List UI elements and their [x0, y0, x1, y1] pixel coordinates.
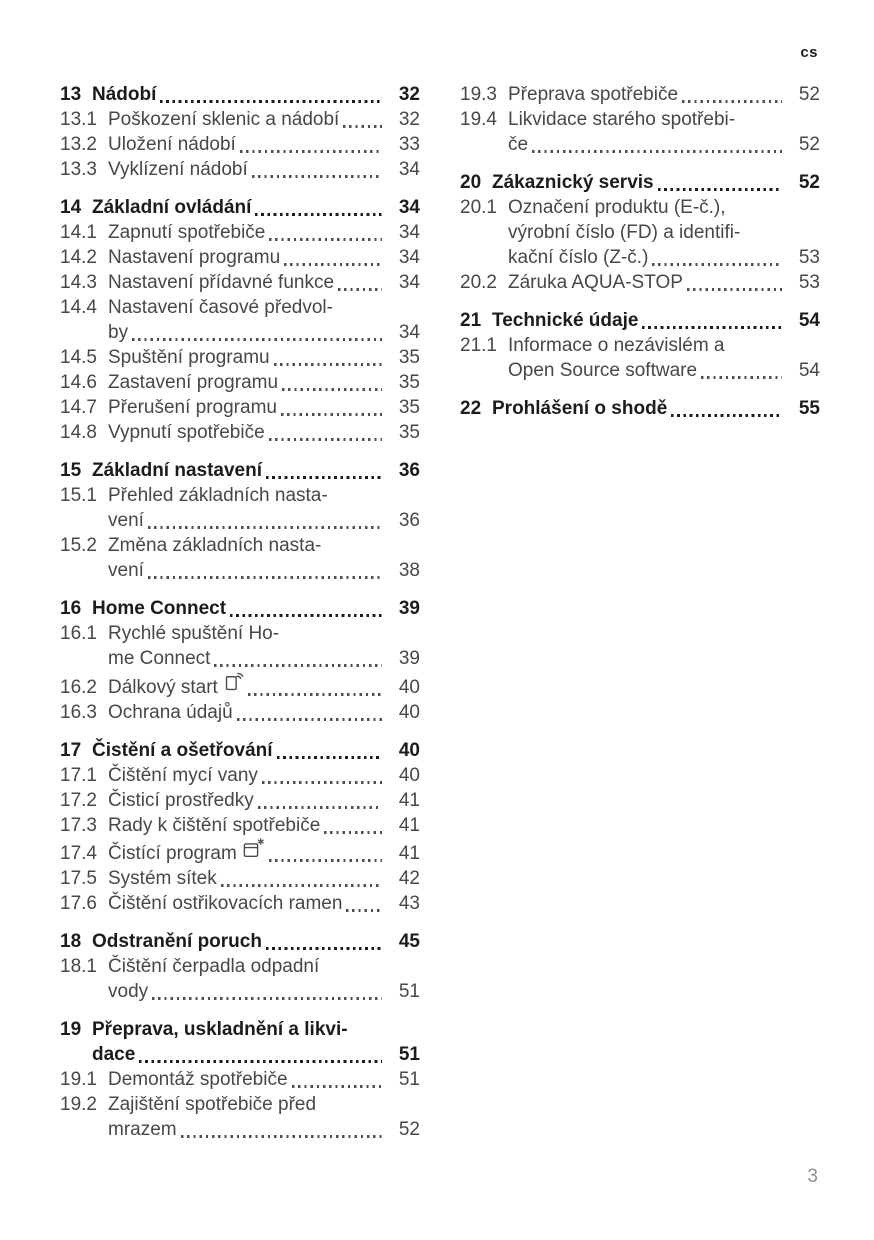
toc-entry-title: Likvidace starého spotřebi-: [508, 109, 736, 130]
toc-entry: [60, 270, 420, 295]
toc-entry-title: Systém sítek: [108, 868, 217, 889]
toc-line: [60, 954, 420, 979]
toc-page-number: 42: [398, 868, 420, 889]
dot-leader: [687, 288, 782, 290]
dot-leader: [642, 326, 782, 329]
toc-page-number: 52: [798, 134, 820, 155]
toc-line: [460, 170, 820, 195]
toc-entry-title: Dálkový start: [108, 677, 218, 698]
toc-entry: [460, 82, 820, 107]
dot-leader: [237, 718, 382, 720]
toc-line: [60, 671, 420, 700]
toc-line: [60, 82, 420, 107]
dot-leader: [292, 1085, 382, 1087]
toc-column-left: [60, 82, 420, 1142]
toc-entry-number: 19: [60, 1019, 82, 1040]
dot-leader: [284, 263, 382, 265]
toc-entry-number: 14.7: [60, 397, 97, 418]
toc-entry-title: Rychlé spuštění Ho-: [108, 623, 280, 644]
toc-entry-title: Čisticí prostředky: [108, 790, 254, 811]
toc-entry: [60, 954, 420, 1004]
toc-entry-title: Přerušení programu: [108, 397, 277, 418]
toc-page-number: 40: [398, 677, 420, 698]
toc-page-number: 41: [398, 815, 420, 836]
dot-leader: [671, 414, 782, 417]
toc-entry: [60, 195, 420, 220]
toc-entry-title: Změna základních nasta-: [108, 535, 322, 556]
toc-page-number: 34: [398, 272, 420, 293]
toc-entry: [60, 82, 420, 107]
toc-entry-number: 17.1: [60, 765, 97, 786]
toc-entry: [460, 107, 820, 157]
toc-entry-title: če: [508, 134, 529, 155]
dot-leader: [255, 213, 382, 216]
toc-page-number: 34: [398, 322, 420, 343]
toc-entry-number: 18: [60, 931, 82, 952]
toc-line: [60, 838, 420, 866]
toc-entry: [60, 621, 420, 671]
toc-entry: [460, 396, 820, 421]
toc-page-number: 40: [398, 765, 420, 786]
dot-leader: [139, 1060, 382, 1063]
toc-line: [60, 320, 420, 345]
toc-entry: [60, 220, 420, 245]
toc-page-number: 53: [798, 247, 820, 268]
toc-page-number: 52: [798, 84, 820, 105]
toc-line: [460, 270, 820, 295]
toc-entry-number: 14.5: [60, 347, 97, 368]
toc-entry-title: Ochrana údajů: [108, 702, 233, 723]
toc-entry-title: Přehled základních nasta-: [108, 485, 328, 506]
toc-page-number: 35: [398, 372, 420, 393]
toc-entry-title: Nádobí: [92, 84, 157, 105]
toc-entry: [60, 763, 420, 788]
toc-entry-number: 18.1: [60, 956, 97, 977]
toc-entry: [460, 195, 820, 270]
toc-page-number: 32: [398, 84, 420, 105]
toc-entry-number: 20: [460, 172, 482, 193]
toc-entry-number: 13.2: [60, 134, 97, 155]
toc-entry: [60, 345, 420, 370]
dot-leader: [652, 263, 782, 265]
toc-entry-number: 17.6: [60, 893, 97, 914]
toc-page-number: 43: [398, 893, 420, 914]
toc-entry: [60, 1067, 420, 1092]
toc-entry-number: 21: [460, 310, 482, 331]
dot-leader: [258, 806, 382, 808]
toc-page-number: 38: [398, 560, 420, 581]
toc-entry-number: 15.1: [60, 485, 97, 506]
dot-leader: [214, 664, 382, 666]
toc-entry-number: 14: [60, 197, 82, 218]
toc-entry-title: Spuštění programu: [108, 347, 270, 368]
dot-leader: [240, 150, 382, 152]
dot-leader: [343, 125, 382, 127]
toc-entry-title: Nastavení časové předvol-: [108, 297, 333, 318]
toc-line: [60, 420, 420, 445]
toc-entry-number: 14.6: [60, 372, 97, 393]
toc-entry-title: Čistění a ošetřování: [92, 740, 273, 761]
toc-entry: [460, 270, 820, 295]
toc-line: [60, 763, 420, 788]
dot-leader: [282, 388, 382, 390]
toc-entry: [60, 838, 420, 866]
toc-page-number: 51: [398, 1044, 420, 1065]
toc-entry-title: Základní nastavení: [92, 460, 263, 481]
toc-entry-title: Demontáž spotřebiče: [108, 1069, 288, 1090]
toc-entry-title: kační číslo (Z-č.): [508, 247, 649, 268]
dot-leader: [338, 288, 382, 290]
toc-entry-title: by: [108, 322, 129, 343]
dot-leader: [324, 831, 382, 833]
toc-entry: [60, 395, 420, 420]
toc-page-number: 39: [398, 598, 420, 619]
dot-leader: [658, 188, 782, 191]
toc-entry-number: 17.2: [60, 790, 97, 811]
toc-entry-title: Čištění mycí vany: [108, 765, 258, 786]
toc-entry: [460, 308, 820, 333]
toc-entry: [60, 1017, 420, 1067]
toc-entry-number: 19.4: [460, 109, 497, 130]
toc-page-number: 51: [398, 1069, 420, 1090]
toc-entry: [60, 788, 420, 813]
toc-entry-title: Přeprava, uskladnění a likvi-: [92, 1019, 348, 1040]
dot-leader: [532, 150, 782, 152]
toc-entry-title: Zákaznický servis: [492, 172, 654, 193]
toc-entry-title: Nastavení programu: [108, 247, 281, 268]
toc-entry-number: 13.3: [60, 159, 97, 180]
toc-line: [60, 533, 420, 558]
dot-leader: [262, 781, 382, 783]
toc-page-number: 52: [798, 172, 820, 193]
toc-entry-title: vení: [108, 560, 144, 581]
toc-line: [60, 157, 420, 182]
toc-entry-title: Rady k čištění spotřebiče: [108, 815, 321, 836]
toc-entry-number: 19.3: [460, 84, 497, 105]
toc-entry-number: 17.5: [60, 868, 97, 889]
toc-page-number: 35: [398, 422, 420, 443]
toc-page-number: 34: [398, 247, 420, 268]
toc-page-number: 32: [398, 109, 420, 130]
toc-line: [60, 813, 420, 838]
toc-line: [60, 295, 420, 320]
toc-entry-number: 14.8: [60, 422, 97, 443]
toc-entry-number: 22: [460, 398, 482, 419]
dot-leader: [269, 438, 382, 440]
toc-line: [60, 395, 420, 420]
toc-line: [60, 508, 420, 533]
toc-line: [60, 1067, 420, 1092]
dot-leader: [248, 693, 382, 695]
toc-entry: [60, 1092, 420, 1142]
toc-page-number: 34: [398, 159, 420, 180]
toc-entry: [60, 370, 420, 395]
dot-leader: [230, 614, 382, 617]
dot-leader: [160, 100, 382, 103]
dot-leader: [148, 576, 382, 578]
toc-entry-title: vení: [108, 510, 144, 531]
machine-care-icon: [242, 838, 265, 866]
toc-entry-number: 16: [60, 598, 82, 619]
toc-line: [60, 195, 420, 220]
dot-leader: [682, 100, 782, 102]
toc-page-number: 36: [398, 510, 420, 531]
toc-line: [460, 396, 820, 421]
toc-page-number: 55: [798, 398, 820, 419]
toc-line: [60, 1017, 420, 1042]
toc-entry-number: 16.3: [60, 702, 97, 723]
toc-entry-number: 13: [60, 84, 82, 105]
toc-entry-title: Zastavení programu: [108, 372, 279, 393]
toc-entry-title: Technické údaje: [492, 310, 639, 331]
toc-entry-number: 15.2: [60, 535, 97, 556]
toc-line: [60, 107, 420, 132]
toc-entry-title: výrobní číslo (FD) a identifi-: [508, 222, 741, 243]
dot-leader: [346, 909, 382, 911]
toc-line: [60, 245, 420, 270]
toc-line: [60, 220, 420, 245]
toc-entry-title: Uložení nádobí: [108, 134, 236, 155]
toc-entry-number: 17: [60, 740, 82, 761]
toc-entry: [460, 170, 820, 195]
toc-line: [60, 891, 420, 916]
toc-entry: [60, 107, 420, 132]
dot-leader: [252, 175, 382, 177]
dot-leader: [181, 1135, 382, 1137]
toc-entry-title: Čištění čerpadla odpadní: [108, 956, 320, 977]
page-number: 3: [807, 1166, 818, 1187]
toc-entry-number: 20.2: [460, 272, 497, 293]
toc-entry: [60, 671, 420, 700]
toc-line: [60, 458, 420, 483]
toc-line: [60, 270, 420, 295]
toc-entry-title: Home Connect: [92, 598, 227, 619]
toc-column-right: [460, 82, 820, 1142]
toc-line: [60, 979, 420, 1004]
toc-line: [460, 333, 820, 358]
toc-entry-title: mrazem: [108, 1119, 177, 1140]
toc-entry: [60, 157, 420, 182]
toc-line: [460, 358, 820, 383]
dot-leader: [266, 476, 382, 479]
toc-entry-number: 14.1: [60, 222, 97, 243]
toc-line: [60, 929, 420, 954]
toc-entry: [60, 533, 420, 583]
toc-line: [60, 788, 420, 813]
toc-entry-title: Vyklízení nádobí: [108, 159, 248, 180]
toc-entry-number: 19.2: [60, 1094, 97, 1115]
toc-page-number: 45: [398, 931, 420, 952]
toc-line: [60, 1042, 420, 1067]
toc-line: [60, 370, 420, 395]
toc-entry-number: 14.2: [60, 247, 97, 268]
toc-line: [60, 866, 420, 891]
toc-line: [460, 220, 820, 245]
toc-entry-title: Záruka AQUA-STOP: [508, 272, 683, 293]
toc-page-number: 33: [398, 134, 420, 155]
toc-page-number: 52: [398, 1119, 420, 1140]
toc-entry: [60, 866, 420, 891]
dot-leader: [152, 997, 382, 999]
toc-page-number: 54: [798, 310, 820, 331]
toc-page-number: 40: [398, 702, 420, 723]
toc-line: [460, 308, 820, 333]
toc-entry-title: Označení produktu (E-č.),: [508, 197, 726, 218]
toc-entry-title: Nastavení přídavné funkce: [108, 272, 335, 293]
toc-line: [60, 1117, 420, 1142]
toc-page-number: 41: [398, 843, 420, 864]
toc-entry: [60, 483, 420, 533]
dot-leader: [274, 363, 382, 365]
toc-page-number: 40: [398, 740, 420, 761]
dot-leader: [269, 859, 382, 861]
toc-entry-title: Poškození sklenic a nádobí: [108, 109, 340, 130]
toc-line: [60, 345, 420, 370]
toc-line: [460, 195, 820, 220]
toc-entry-title: Přeprava spotřebiče: [508, 84, 679, 105]
toc-page-number: 41: [398, 790, 420, 811]
toc-line: [60, 558, 420, 583]
toc-entry-number: 21.1: [460, 335, 497, 356]
toc-entry: [60, 132, 420, 157]
toc-line: [460, 245, 820, 270]
toc-page-number: 35: [398, 347, 420, 368]
toc-entry-title: Informace o nezávislém a: [508, 335, 725, 356]
toc-entry-number: 17.4: [60, 843, 97, 864]
toc-entry-number: 14.4: [60, 297, 97, 318]
toc-line: [60, 738, 420, 763]
dot-leader: [221, 884, 382, 886]
toc-entry: [60, 458, 420, 483]
toc-entry-number: 15: [60, 460, 82, 481]
toc-line: [460, 82, 820, 107]
dot-leader: [701, 376, 782, 378]
dot-leader: [148, 526, 382, 528]
toc-entry-title: Základní ovládání: [92, 197, 252, 218]
toc-entry-title: me Connect: [108, 648, 211, 669]
toc-page-number: 34: [398, 197, 420, 218]
toc-line: [60, 483, 420, 508]
toc-entry-title: dace: [92, 1044, 136, 1065]
toc-entry: [60, 738, 420, 763]
toc-line: [460, 132, 820, 157]
toc-line: [60, 1092, 420, 1117]
toc-page-number: 53: [798, 272, 820, 293]
toc-entry: [60, 700, 420, 725]
toc-line: [60, 621, 420, 646]
toc-entry-number: 20.1: [460, 197, 497, 218]
toc-page-number: 51: [398, 981, 420, 1002]
dot-leader: [277, 756, 382, 759]
toc-entry-number: 17.3: [60, 815, 97, 836]
toc-entry: [60, 295, 420, 345]
toc-line: [60, 646, 420, 671]
toc-line: [60, 132, 420, 157]
language-code-label: cs: [800, 44, 818, 61]
toc-page-number: 36: [398, 460, 420, 481]
toc-entry-title: Zapnutí spotřebiče: [108, 222, 266, 243]
toc-line: [460, 107, 820, 132]
toc-entry-title: vody: [108, 981, 149, 1002]
toc-entry: [60, 245, 420, 270]
toc-page-number: 54: [798, 360, 820, 381]
toc-entry-title: Odstranění poruch: [92, 931, 262, 952]
toc-line: [60, 596, 420, 621]
table-of-contents: [60, 82, 820, 1142]
dot-leader: [266, 947, 382, 950]
toc-entry-number: 19.1: [60, 1069, 97, 1090]
toc-line: [60, 700, 420, 725]
toc-entry-title: Vypnutí spotřebiče: [108, 422, 265, 443]
toc-entry: [60, 891, 420, 916]
toc-entry-title: Prohlášení o shodě: [492, 398, 668, 419]
dot-leader: [132, 338, 382, 340]
remote-start-icon: [223, 671, 244, 700]
toc-entry-title: Čištění ostřikovacích ramen: [108, 893, 343, 914]
toc-page-number: 34: [398, 222, 420, 243]
toc-entry: [60, 420, 420, 445]
toc-entry: [60, 929, 420, 954]
toc-entry: [60, 813, 420, 838]
toc-entry-number: 14.3: [60, 272, 97, 293]
toc-entry-number: 13.1: [60, 109, 97, 130]
toc-entry: [460, 333, 820, 383]
toc-page-number: 35: [398, 397, 420, 418]
toc-entry-title: Zajištění spotřebiče před: [108, 1094, 317, 1115]
dot-leader: [269, 238, 382, 240]
toc-entry-title: Open Source software: [508, 360, 698, 381]
toc-entry: [60, 596, 420, 621]
toc-entry-number: 16.1: [60, 623, 97, 644]
toc-page-number: 39: [398, 648, 420, 669]
toc-entry-number: 16.2: [60, 677, 97, 698]
dot-leader: [281, 413, 382, 415]
toc-entry-title: Čistící program: [108, 843, 237, 864]
